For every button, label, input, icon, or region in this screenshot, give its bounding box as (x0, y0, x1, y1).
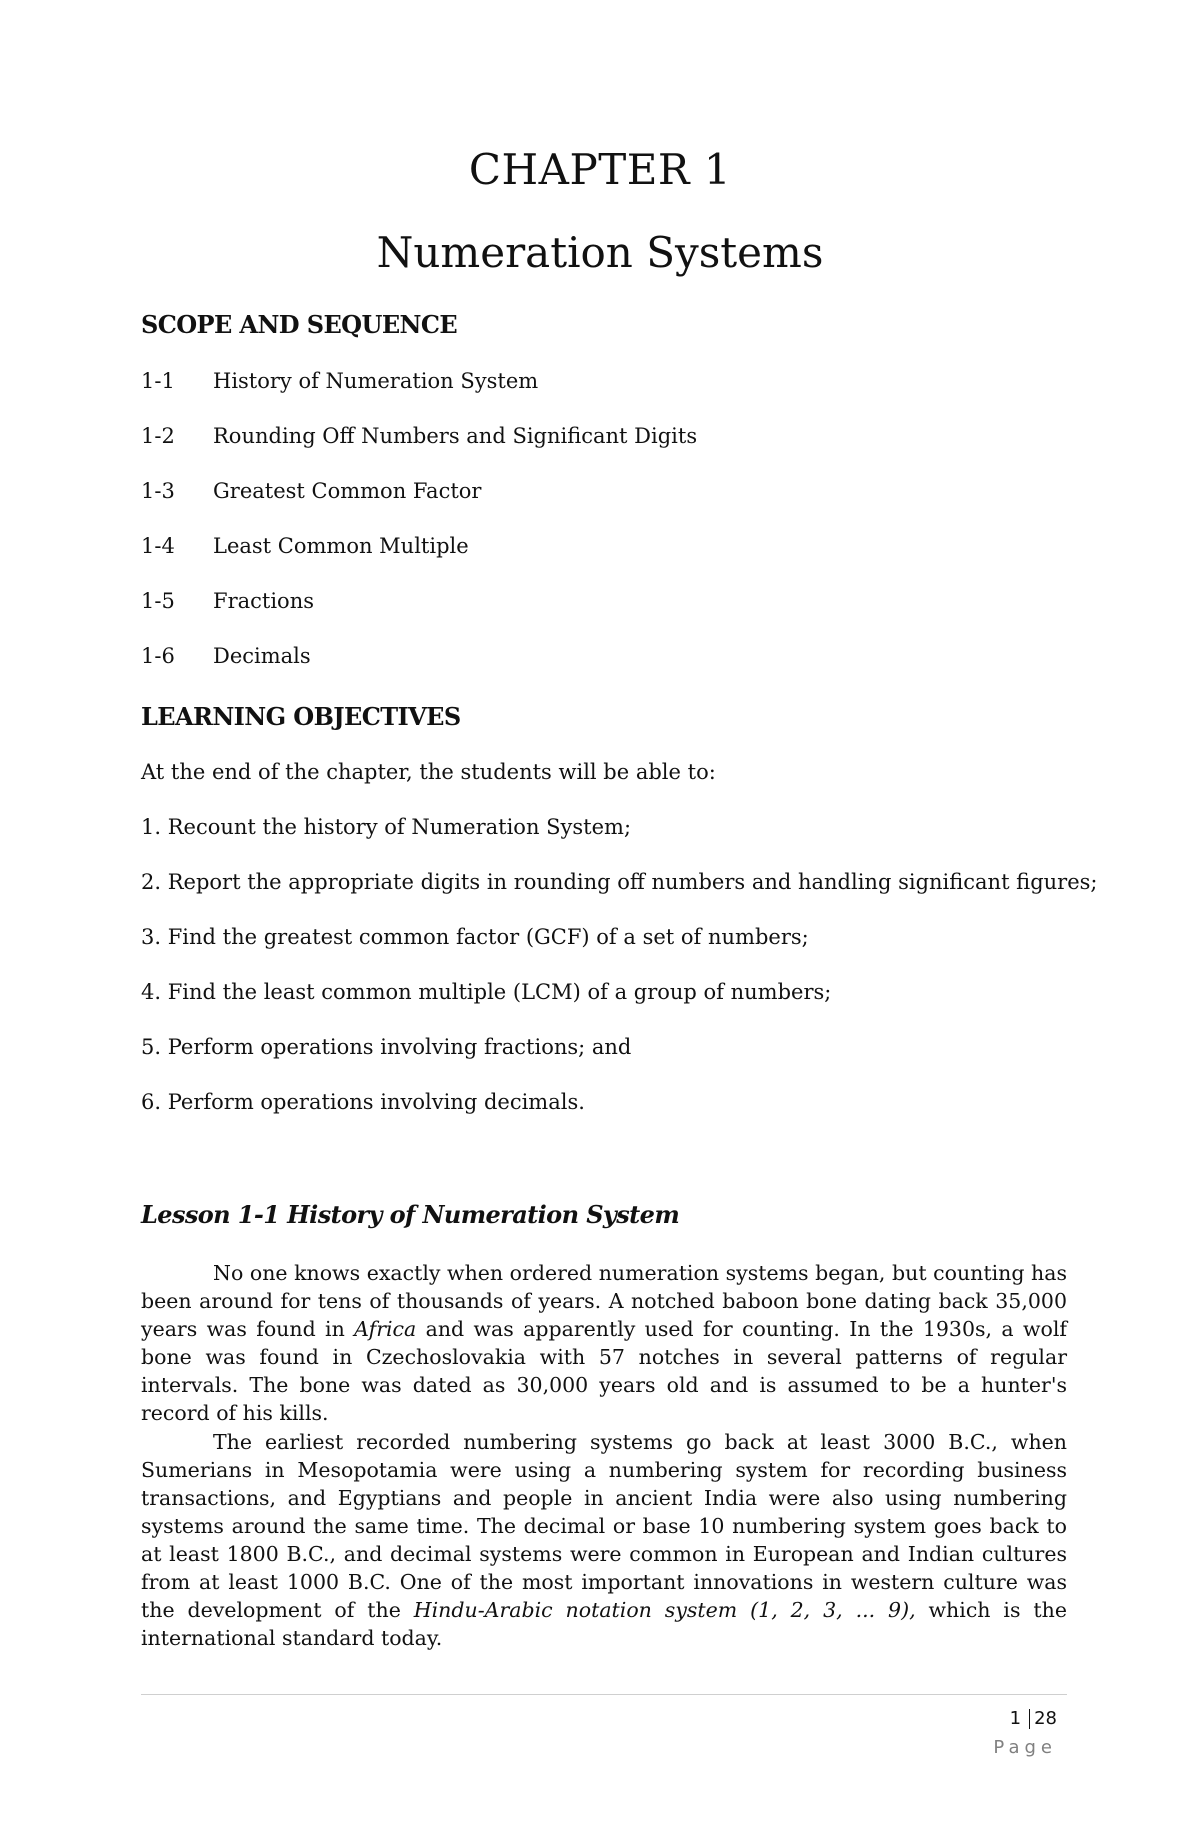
scope-item-text: Greatest Common Factor (213, 479, 482, 503)
chapter-title: Numeration Systems (376, 228, 824, 277)
objective-item: 2. Report the appropriate digits in rounding off numbers and handling significant figures; (141, 870, 1098, 894)
scope-item-number: 1-5 (141, 589, 175, 613)
scope-item-text: Rounding Off Numbers and Significant Digits (213, 424, 698, 448)
page-number (1010, 1708, 1057, 1729)
objectives-heading: LEARNING OBJECTIVES (141, 702, 461, 731)
scope-item-text: Fractions (213, 589, 314, 613)
lesson-paragraph-2 (141, 1428, 1067, 1652)
scope-item (141, 589, 314, 613)
scope-item-number: 1-1 (141, 369, 175, 393)
paragraph-emphasis: Africa (354, 1317, 417, 1341)
scope-item-text: Decimals (213, 644, 311, 668)
scope-item (141, 534, 469, 558)
paragraph-text: and was apparently used for counting. In the 1930s, a wolf bone was found in Czechoslovakia with 57 notches in several patterns of regular intervals. The bone was dated as 30,000 years old and is assumed to be a hunter's record of his kills. (141, 1317, 1068, 1425)
page-word: Page (993, 1737, 1057, 1758)
current-page: 1 (1009, 1708, 1022, 1729)
objective-item: 4. Find the least common multiple (LCM) of a group of numbers; (141, 980, 832, 1004)
scope-item (141, 644, 311, 668)
lesson-heading: Lesson 1-1 History of Numeration System (141, 1200, 680, 1229)
paragraph-text: No one knows exactly when ordered numeration systems began, but counting has been around for tens of thousands of years. A notched baboon bone dating back 35,000 years was found in (141, 1261, 1067, 1341)
chapter-label: CHAPTER 1 (468, 145, 732, 194)
scope-item (141, 424, 697, 448)
objective-item: 1. Recount the history of Numeration System; (141, 815, 632, 839)
scope-item-number: 1-2 (141, 424, 175, 448)
scope-item-text: History of Numeration System (213, 369, 539, 393)
scope-item (141, 369, 538, 393)
scope-item-text: Least Common Multiple (213, 534, 469, 558)
objective-item: 3. Find the greatest common factor (GCF) of a set of numbers; (141, 925, 809, 949)
objective-item: 5. Perform operations involving fractions; and (141, 1035, 632, 1059)
objectives-intro: At the end of the chapter, the students will be able to: (141, 760, 716, 784)
scope-item-number: 1-4 (141, 534, 175, 558)
scope-item-number: 1-3 (141, 479, 175, 503)
total-pages: 28 (1034, 1708, 1057, 1729)
paragraph-text: The earliest recorded numbering systems go back at least 3000 B.C., when Sumerians in Mesopotamia were using a numbering system for recording business transactions, and Egyptians and people in ancient India were also using numbering systems around the same time. The decimal or base 10 numbering system goes back to at least 1800 B.C., and decimal systems were common in European and Indian cultures from at least 1000 B.C. One of the most important innovations in western culture was the development of the (141, 1430, 1067, 1622)
paragraph-text: which is the international standard today. (141, 1598, 1067, 1650)
paragraph-emphasis: Hindu-Arabic notation system (1, 2, 3, ... 9), (413, 1598, 916, 1622)
footer-divider (141, 1694, 1067, 1695)
scope-heading: SCOPE AND SEQUENCE (141, 310, 458, 339)
lesson-paragraph-1 (141, 1259, 1067, 1427)
scope-item (141, 479, 481, 503)
scope-item-number: 1-6 (141, 644, 175, 668)
page-separator (1029, 1709, 1030, 1729)
objective-item: 6. Perform operations involving decimals. (141, 1090, 585, 1114)
